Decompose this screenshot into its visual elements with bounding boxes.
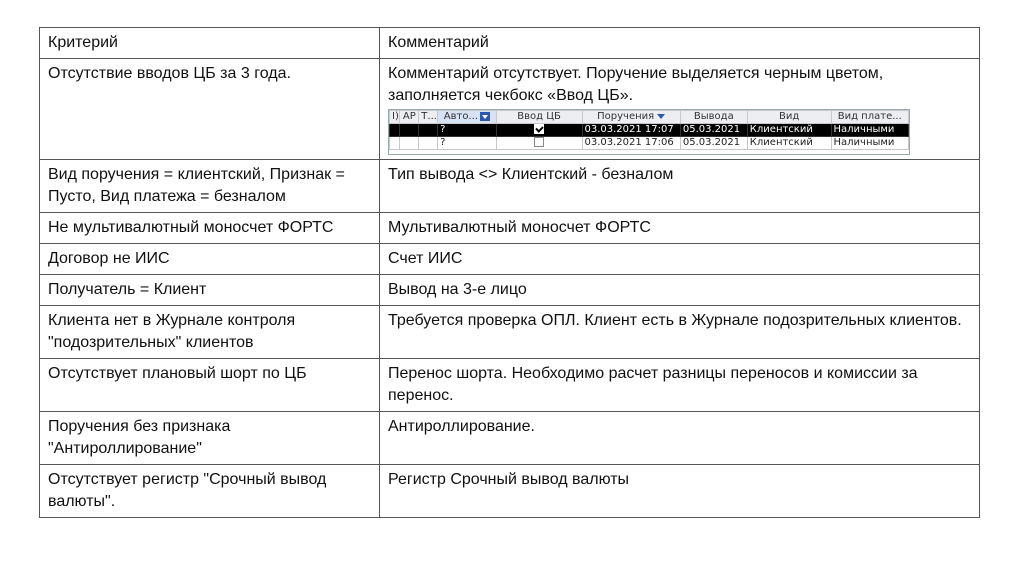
grid-row-highlighted[interactable] <box>390 124 909 137</box>
grid-cell <box>419 137 438 150</box>
criterion-cell: Договор не ИИС <box>40 244 380 275</box>
comment-cell: Счет ИИС <box>380 244 980 275</box>
criterion-cell: Не мультивалютный моносчет ФОРТС <box>40 213 380 244</box>
table-row <box>40 306 980 359</box>
grid-cell: Клиентский <box>747 137 831 150</box>
criteria-table <box>39 27 980 518</box>
grid-col-header[interactable]: Вид плате... <box>831 111 909 124</box>
comment-cell: Антироллирование. <box>380 412 980 465</box>
comment-cell: Перенос шорта. Необходимо расчет разницы переносов и комиссии за перенос. <box>380 359 980 412</box>
criterion-cell: Клиента нет в Журнале контроля "подозрительных" клиентов <box>40 306 380 359</box>
grid-col-header[interactable]: Вид <box>747 111 831 124</box>
table-row <box>40 213 980 244</box>
grid-col-header: АР <box>400 111 419 124</box>
grid-cell-checkbox[interactable] <box>496 137 582 150</box>
comment-cell <box>380 59 980 160</box>
grid-cell: 05.03.2021 <box>680 137 747 150</box>
grid-cell: Наличными <box>831 124 909 137</box>
table-row <box>40 275 980 306</box>
criterion-cell: Поручения без признака "Антироллирование" <box>40 412 380 465</box>
grid-col-header-input-cb[interactable]: Ввод ЦБ <box>496 111 582 124</box>
grid-cell: 05.03.2021 <box>680 124 747 137</box>
grid-col-header-orders[interactable]: Поручения <box>582 111 680 124</box>
input-cb-checkbox[interactable] <box>534 137 544 147</box>
criterion-cell: Вид поручения = клиентский, Признак = Пусто, Вид платежа = безналом <box>40 160 380 213</box>
grid-cell-checkbox[interactable] <box>496 124 582 137</box>
orders-grid-screenshot <box>388 109 910 155</box>
comment-cell: Тип вывода <> Клиентский - безналом <box>380 160 980 213</box>
grid-cell <box>400 124 419 137</box>
table-row <box>40 59 980 160</box>
comment-cell: Вывод на 3-е лицо <box>380 275 980 306</box>
grid-cell: Наличными <box>831 137 909 150</box>
comment-cell: Требуется проверка ОПЛ. Клиент есть в Журнале подозрительных клиентов. <box>380 306 980 359</box>
criterion-cell: Отсутствует регистр "Срочный вывод валюты". <box>40 465 380 518</box>
sort-icon[interactable] <box>657 114 665 119</box>
header-comment: Комментарий <box>380 28 980 59</box>
grid-cell: ? <box>438 137 497 150</box>
comment-text: Комментарий отсутствует. Поручение выделяется черным цветом, заполняется чекбокс «Ввод ЦБ». <box>388 65 884 104</box>
table-row <box>40 359 980 412</box>
grid-cell: Клиентский <box>747 124 831 137</box>
grid-cell <box>390 124 400 137</box>
comment-cell: Мультивалютный моносчет ФОРТС <box>380 213 980 244</box>
grid-cell: ? <box>438 124 497 137</box>
header-criterion: Критерий <box>40 28 380 59</box>
criterion-cell: Отсутствует плановый шорт по ЦБ <box>40 359 380 412</box>
table-row <box>40 160 980 213</box>
dropdown-icon[interactable] <box>480 112 490 121</box>
criterion-cell: Отсутствие вводов ЦБ за 3 года. <box>40 59 380 160</box>
grid-col-header: Т... <box>419 111 438 124</box>
criterion-cell: Получатель = Клиент <box>40 275 380 306</box>
grid-cell: 03.03.2021 17:07 <box>582 124 680 137</box>
grid-header-row <box>390 111 909 124</box>
grid-col-header-auto[interactable]: Авто... <box>438 111 497 124</box>
grid-cell <box>400 137 419 150</box>
table-row <box>40 465 980 518</box>
grid-cell <box>390 137 400 150</box>
grid-cell: 03.03.2021 17:06 <box>582 137 680 150</box>
grid-col-header: I) <box>390 111 400 124</box>
table-row <box>40 412 980 465</box>
input-cb-checkbox[interactable] <box>534 124 544 134</box>
table-row <box>40 244 980 275</box>
comment-cell: Регистр Срочный вывод валюты <box>380 465 980 518</box>
grid-cell <box>419 124 438 137</box>
grid-col-header[interactable]: Вывода <box>680 111 747 124</box>
table-header-row <box>40 28 980 59</box>
grid-row[interactable] <box>390 137 909 150</box>
